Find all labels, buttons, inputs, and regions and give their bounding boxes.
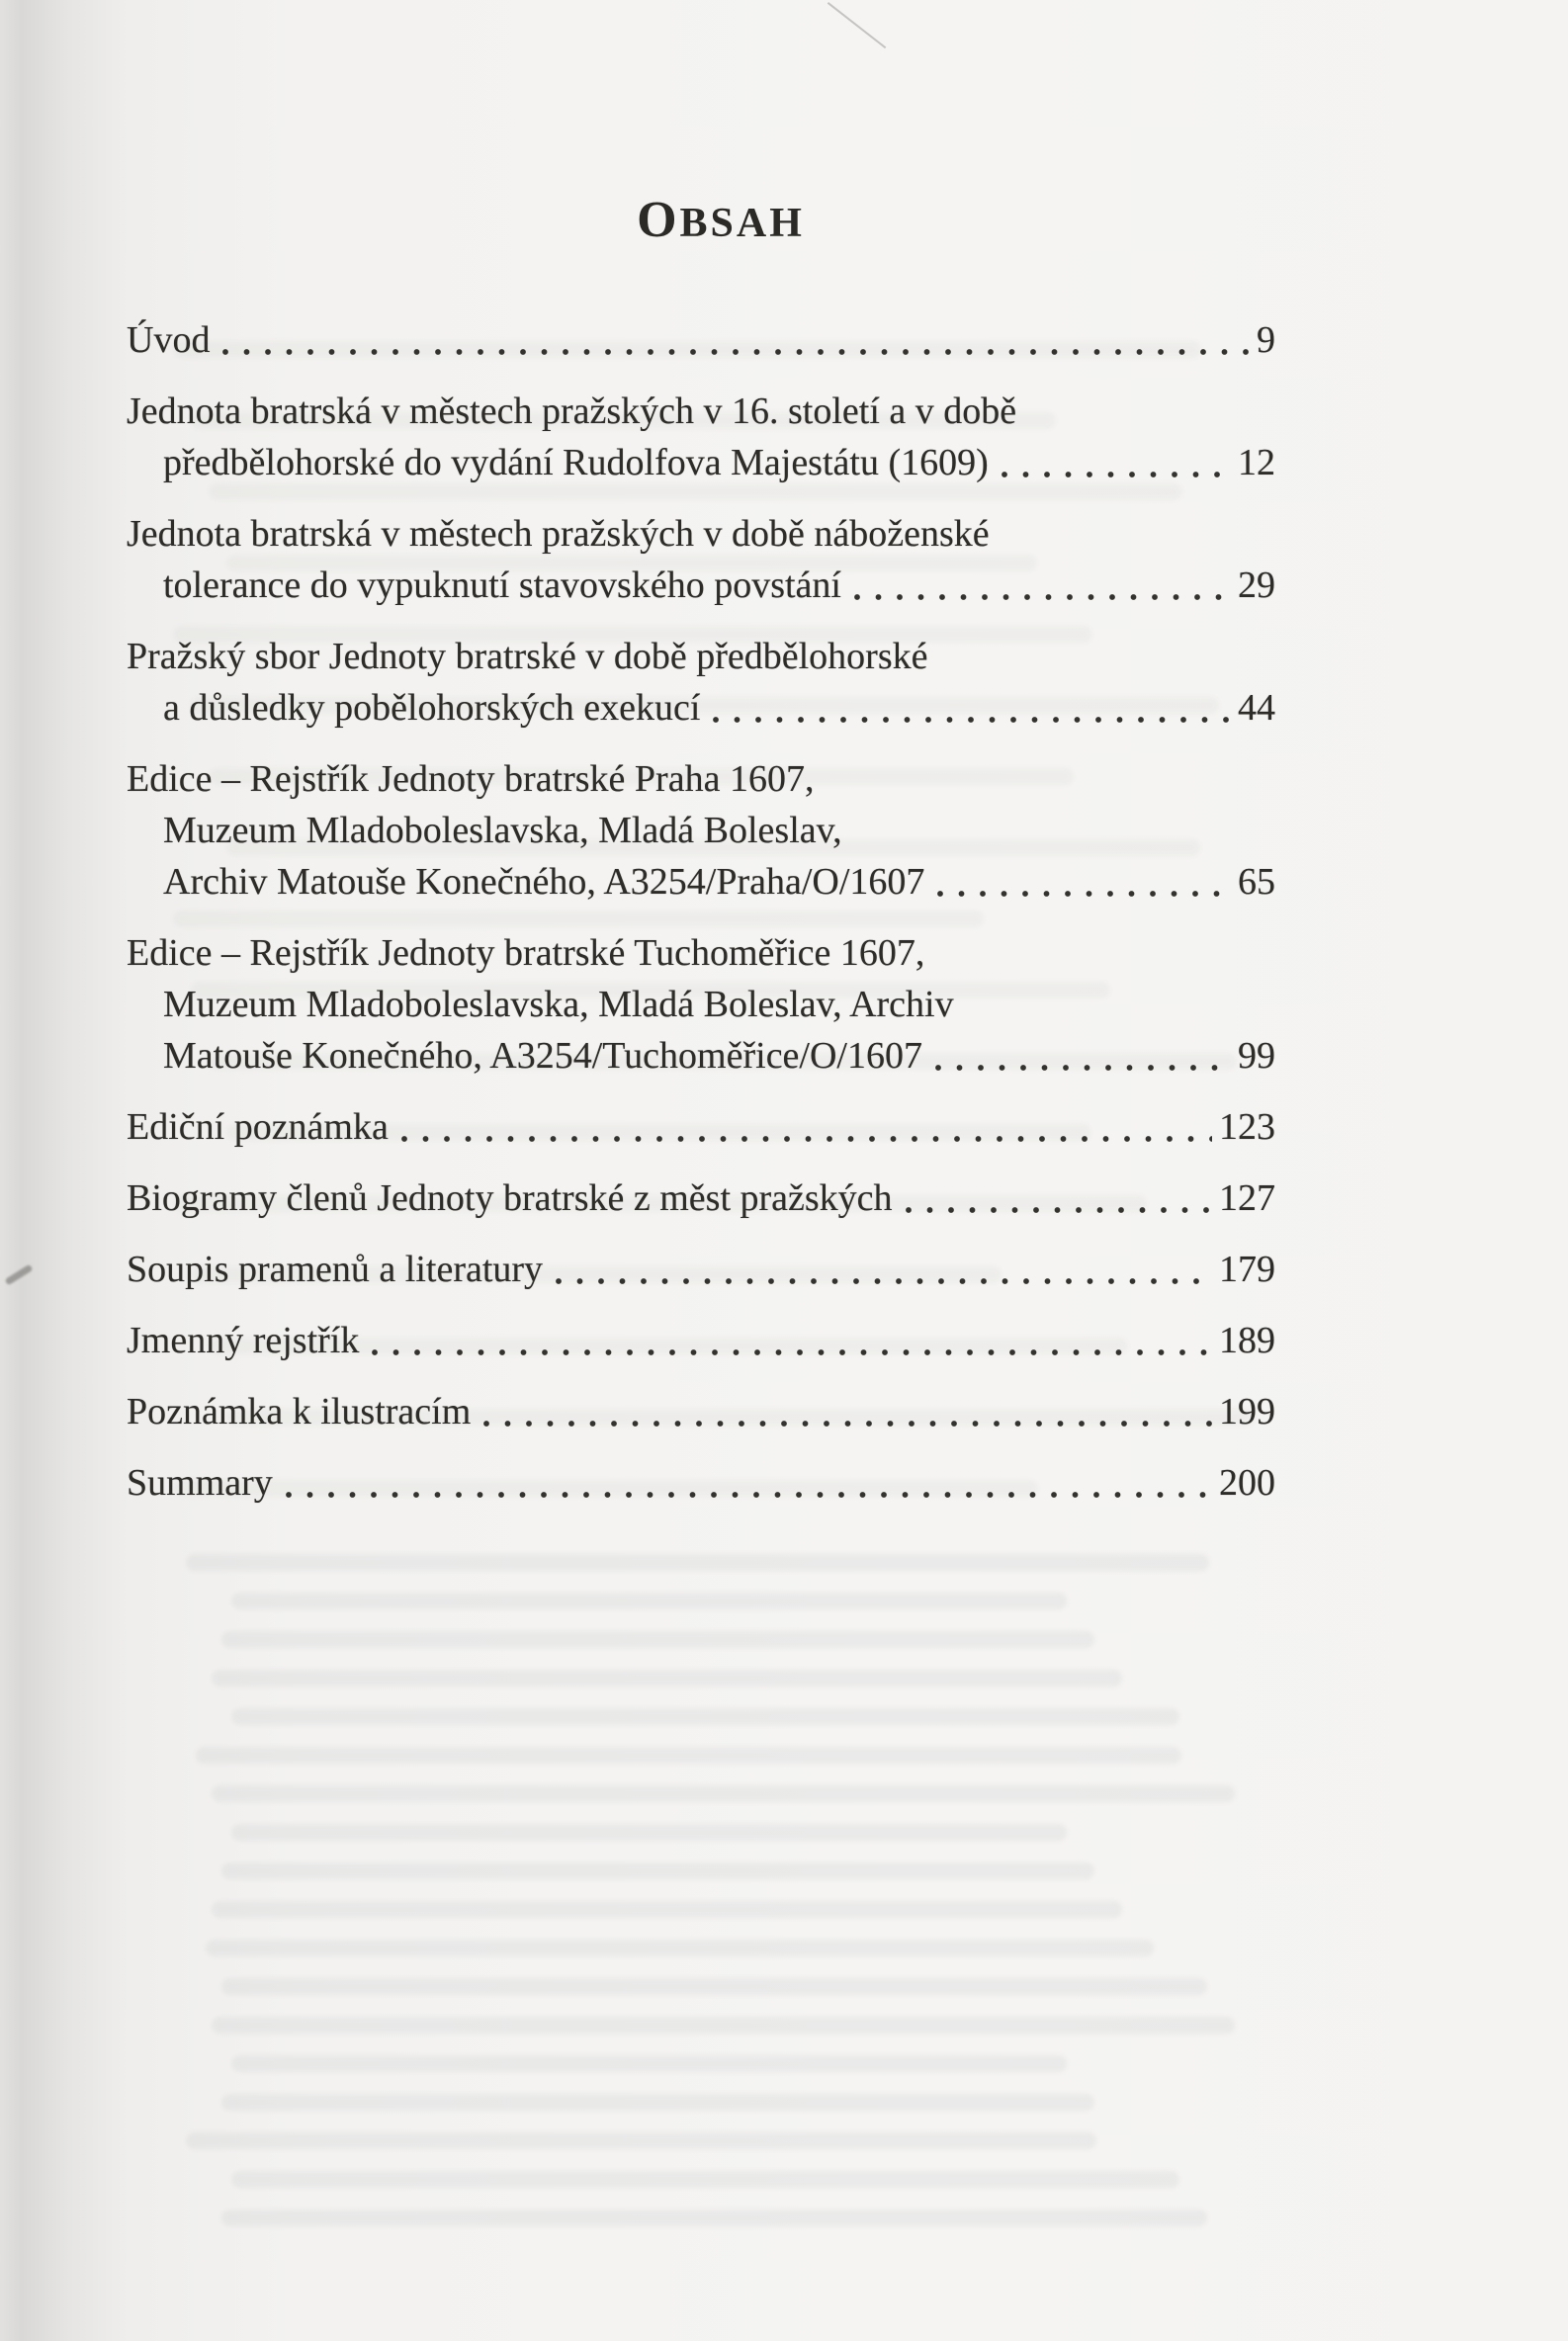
toc-line <box>127 1030 1275 1082</box>
dot-leader <box>710 682 1231 734</box>
dot-leader <box>369 1315 1212 1366</box>
dot-leader <box>283 1457 1212 1509</box>
toc-line <box>127 1386 1275 1437</box>
dot-leader <box>553 1244 1212 1295</box>
toc-entry-text: Biogramy členů Jednoty bratrské z měst pražských <box>127 1177 893 1219</box>
toc-line <box>127 1172 1275 1224</box>
ghost-line <box>212 1901 1122 1918</box>
page-number: 9 <box>1257 319 1275 361</box>
ghost-line <box>212 1670 1122 1687</box>
toc-entry <box>127 1315 1275 1366</box>
ghost-line <box>186 2132 1096 2149</box>
page-number: 123 <box>1219 1106 1275 1148</box>
toc-entry-text: Soupis pramenů a literatury <box>127 1249 544 1290</box>
toc-entry-text: a důsledky pobělohorských exekucí <box>163 687 701 729</box>
toc-entry <box>127 1457 1275 1509</box>
dot-leader <box>219 314 1250 366</box>
toc-entry <box>127 386 1275 488</box>
dot-leader <box>932 1030 1231 1082</box>
ghost-line <box>196 1747 1181 1764</box>
toc-line: Muzeum Mladoboleslavska, Mladá Boleslav, <box>163 810 842 851</box>
page-number: 127 <box>1219 1177 1275 1219</box>
ghost-line <box>221 1631 1094 1648</box>
page-number: 29 <box>1238 564 1275 606</box>
dot-leader <box>934 856 1231 908</box>
ghost-line <box>221 1863 1094 1879</box>
toc-line <box>127 682 1275 734</box>
toc-entry-text: Matouše Konečného, A3254/Tuchoměřice/O/1607 <box>163 1035 922 1077</box>
dot-leader <box>480 1386 1212 1437</box>
toc-line: Edice – Rejstřík Jednoty bratrské Tuchoměřice 1607, <box>127 932 925 974</box>
page-number: 65 <box>1238 861 1275 903</box>
toc-entry <box>127 314 1275 366</box>
page-number: 179 <box>1219 1249 1275 1290</box>
toc-line <box>127 314 1275 366</box>
dot-leader <box>999 437 1231 488</box>
toc-line <box>127 1244 1275 1295</box>
toc-entry <box>127 753 1275 908</box>
ghost-line <box>231 1593 1067 1609</box>
page-number: 44 <box>1238 687 1275 729</box>
page-number: 200 <box>1219 1462 1275 1504</box>
toc-entry <box>127 1244 1275 1295</box>
page-number: 12 <box>1238 442 1275 483</box>
ghost-line <box>231 1824 1067 1841</box>
toc-entry-text: Summary <box>127 1462 273 1504</box>
toc-entry-text: předbělohorské do vydání Rudolfova Majestátu (1609) <box>163 442 989 483</box>
page-number: 99 <box>1238 1035 1275 1077</box>
toc-line <box>127 1101 1275 1153</box>
dot-leader <box>398 1101 1212 1153</box>
toc-entry-text: Poznámka k ilustracím <box>127 1391 472 1432</box>
toc-line: Pražský sbor Jednoty bratrské v době předbělohorské <box>127 636 928 677</box>
dot-leader <box>903 1172 1212 1224</box>
page-number: 199 <box>1219 1391 1275 1432</box>
ghost-line <box>221 1978 1207 1995</box>
page-title: OBSAH <box>637 192 805 248</box>
dot-leader <box>851 560 1231 611</box>
toc-line: Edice – Rejstřík Jednoty bratrské Praha 1607, <box>127 758 815 800</box>
ghost-line <box>212 1785 1235 1802</box>
ghost-line <box>221 2094 1094 2111</box>
toc-entry <box>127 927 1275 1082</box>
toc-entry-text: Ediční poznámka <box>127 1106 389 1148</box>
ghost-line <box>231 2171 1179 2188</box>
toc-line <box>127 1315 1275 1366</box>
toc-entry <box>127 631 1275 734</box>
ghost-line <box>186 1554 1209 1571</box>
toc-entry-text: Úvod <box>127 319 211 361</box>
toc-list <box>127 314 1275 1528</box>
ghost-line <box>206 1940 1154 1956</box>
ghost-line <box>231 2055 1067 2072</box>
toc-entry <box>127 1386 1275 1437</box>
toc-entry <box>127 1172 1275 1224</box>
toc-line: Jednota bratrská v městech pražských v 16. století a v době <box>127 390 1017 432</box>
toc-entry-text: tolerance do vypuknutí stavovského povstání <box>163 564 841 606</box>
toc-line <box>127 856 1275 908</box>
toc-line <box>127 1457 1275 1509</box>
toc-entry <box>127 1101 1275 1153</box>
toc-entry <box>127 508 1275 611</box>
ghost-line <box>212 2017 1235 2034</box>
toc-line: Jednota bratrská v městech pražských v době náboženské <box>127 513 990 555</box>
page-number: 189 <box>1219 1320 1275 1361</box>
toc-entry-text: Archiv Matouše Konečného, A3254/Praha/O/1607 <box>163 861 925 903</box>
toc-line: Muzeum Mladoboleslavska, Mladá Boleslav, Archiv <box>163 984 954 1025</box>
ghost-line <box>231 1708 1179 1725</box>
toc-line <box>127 437 1275 488</box>
ghost-line <box>221 2210 1207 2226</box>
toc-line <box>127 560 1275 611</box>
toc-entry-text: Jmenný rejstřík <box>127 1320 360 1361</box>
